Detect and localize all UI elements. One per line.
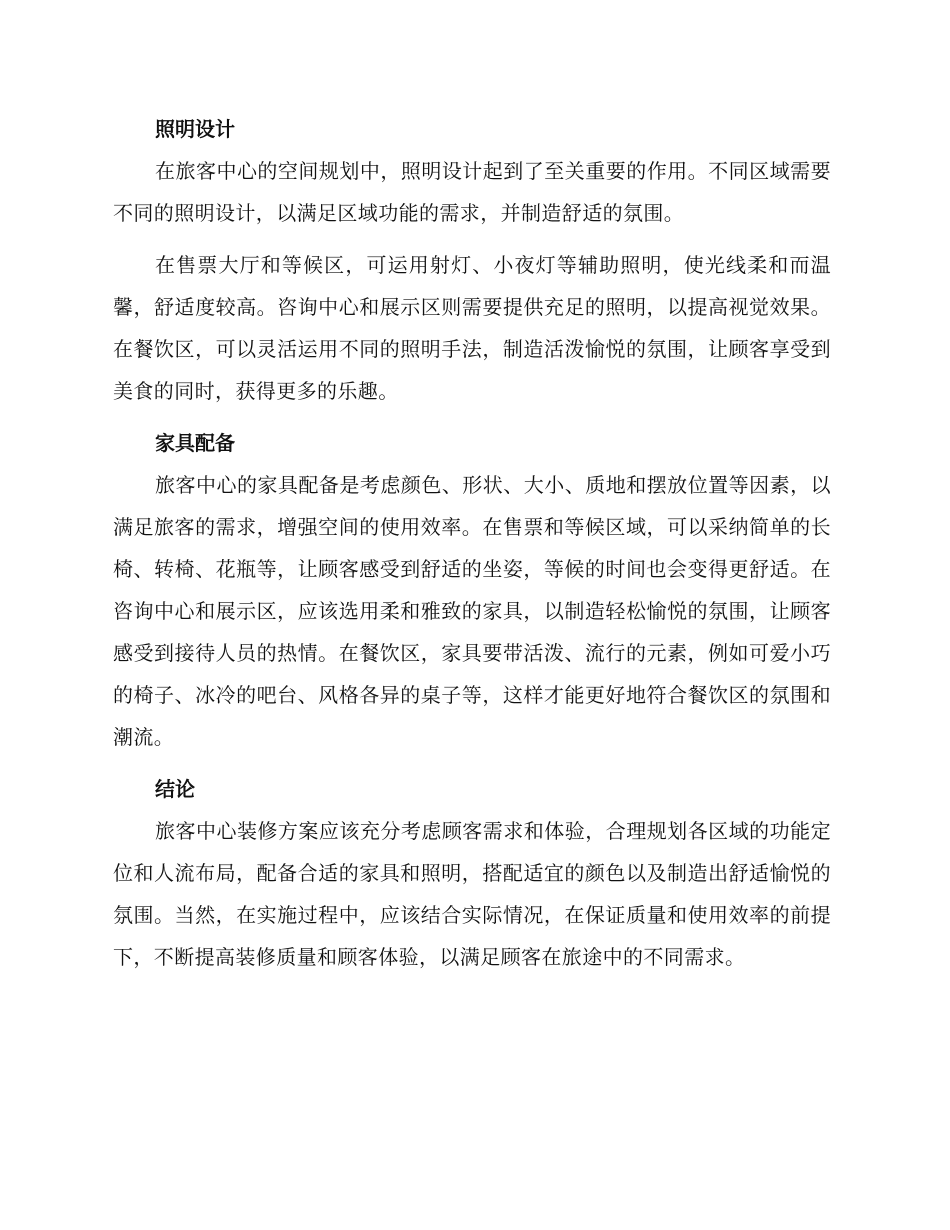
paragraph: 在售票大厅和等候区，可运用射灯、小夜灯等辅助照明，使光线柔和而温馨，舒适度较高。咨询中心和展示区则需要提供充足的照明，以提高视觉效果。在餐饮区，可以灵活运用不同的照明手法，制造活泼愉悦的氛围，让顾客享受到美食的同时，获得更多的乐趣。 <box>113 253 831 403</box>
paragraph: 旅客中心的家具配备是考虑颜色、形状、大小、质地和摆放位置等因素，以满足旅客的需求，增强空间的使用效率。在售票和等候区域，可以采纳简单的长椅、转椅、花瓶等，让顾客感受到舒适的坐姿，等候的时间也会变得更舒适。在咨询中心和展示区，应该选用柔和雅致的家具，以制造轻松愉悦的氛围，让顾客感受到接待人员的热情。在餐饮区，家具要带活泼、流行的元素，例如可爱小巧的椅子、冰冷的吧台、风格各异的桌子等，这样才能更好地符合餐饮区的氛围和潮流。 <box>113 473 831 749</box>
section-furniture <box>113 422 831 758</box>
section-heading: 照明设计 <box>155 117 235 141</box>
section-heading: 结论 <box>155 777 195 801</box>
section-heading: 家具配备 <box>155 431 235 455</box>
document-page <box>113 108 831 988</box>
paragraph: 在旅客中心的空间规划中，照明设计起到了至关重要的作用。不同区域需要不同的照明设计，以满足区域功能的需求，并制造舒适的氛围。 <box>113 159 831 225</box>
section-lighting-design <box>113 108 831 412</box>
paragraph: 旅客中心装修方案应该充分考虑顾客需求和体验，合理规划各区域的功能定位和人流布局，配备合适的家具和照明，搭配适宜的颜色以及制造出舒适愉悦的氛围。当然，在实施过程中，应该结合实际情况，在保证质量和使用效率的前提下，不断提高装修质量和顾客体验，以满足顾客在旅途中的不同需求。 <box>113 819 831 969</box>
section-conclusion <box>113 768 831 978</box>
